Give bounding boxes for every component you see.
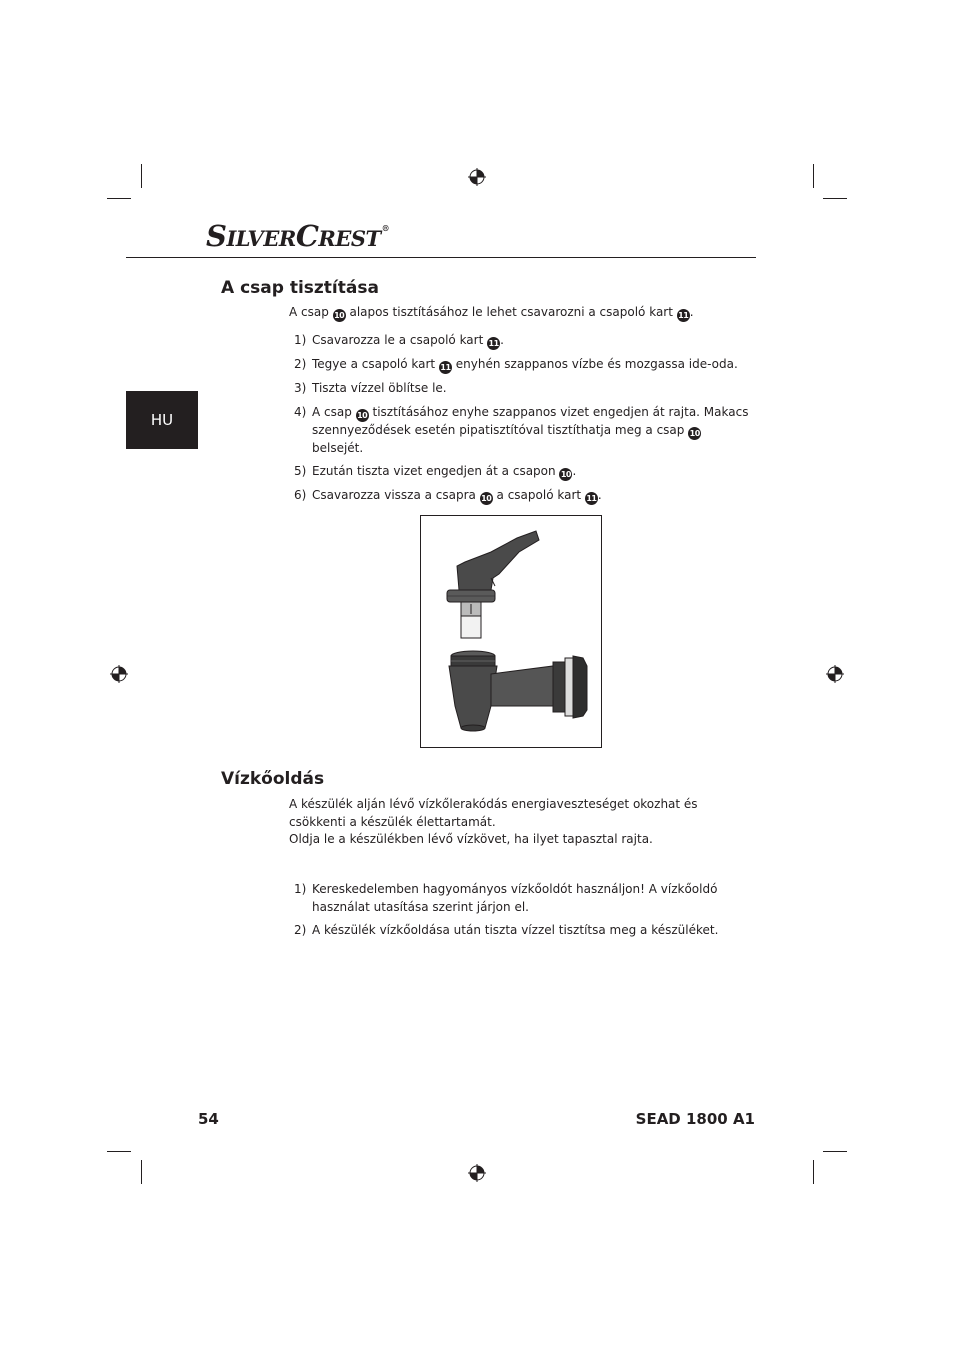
- tap-drawing: [421, 516, 601, 747]
- crop-mark: [107, 198, 131, 199]
- section-intro: A csap 10 alapos tisztításához le lehet csavarozni a csapoló kart 11.: [289, 305, 694, 320]
- registration-target-icon: [468, 1164, 486, 1182]
- registration-target-icon: [826, 665, 844, 683]
- callout-10: 10: [689, 428, 700, 438]
- lever-shape: [457, 531, 539, 590]
- list-item: 4) A csap 10 tisztításához enyhe szappanos vizet engedjen át rajta. Makacs szennyeződések esetén pipatisztítóval tisztíthatja meg a csap 10 belsejét.: [294, 404, 749, 455]
- list-item: 1) Csavarozza le a csapoló kart 11.: [294, 333, 504, 348]
- brand-logo-text: ILVER: [226, 226, 296, 251]
- crop-mark: [823, 1151, 847, 1152]
- registered-mark: ®: [381, 223, 390, 233]
- crop-mark: [823, 198, 847, 199]
- callout-11: 11: [586, 494, 597, 503]
- registration-target-icon: [110, 665, 128, 683]
- descaling-paragraph-2: Oldja le a készülékben lévő vízkövet, ha ilyet tapasztal rajta.: [289, 832, 653, 846]
- tap-cleaning-steps: [289, 332, 749, 505]
- crop-mark: [141, 164, 142, 188]
- callout-11: 11: [488, 339, 499, 348]
- brand-logo-text: REST: [318, 226, 381, 251]
- tap-illustration: [420, 515, 602, 748]
- descaling-steps: [289, 881, 749, 940]
- list-item: 3) Tiszta vízzel öblítse le.: [294, 381, 447, 395]
- section-title-tap-cleaning: A csap tisztítása: [221, 278, 379, 298]
- callout-11: 11: [678, 311, 689, 320]
- crop-mark: [813, 1160, 814, 1184]
- list-item: 2) Tegye a csapoló kart 11 enyhén szappanos vízbe és mozgassa ide-oda.: [294, 357, 738, 372]
- crop-mark: [813, 164, 814, 188]
- callout-11: 11: [440, 363, 451, 372]
- header-rule: [126, 257, 756, 258]
- list-item: 5) Ezután tiszta vizet engedjen át a csapon 10.: [294, 464, 577, 479]
- language-tab: HU: [126, 391, 198, 449]
- registration-target-icon: [468, 168, 486, 186]
- list-item: 1) Kereskedelemben hagyományos vízkőoldót használjon! A vízkőoldó használat utasítása szerint járjon el.: [294, 882, 718, 914]
- crop-mark: [107, 1151, 131, 1152]
- list-item: 6) Csavarozza vissza a csapra 10 a csapoló kart 11.: [294, 488, 602, 503]
- brand-logo-letter: S: [206, 219, 227, 253]
- model-number: SEAD 1800 A1: [635, 1110, 755, 1128]
- page-number: 54: [198, 1110, 219, 1128]
- callout-10: 10: [481, 494, 492, 503]
- brand-logo: [206, 219, 389, 251]
- callout-10: 10: [357, 410, 368, 420]
- descaling-paragraph-1: A készülék alján lévő vízkőlerakódás energiaveszteséget okozhat és csökkenti a készülék élettartamát.: [289, 797, 698, 829]
- callout-10: 10: [560, 470, 571, 479]
- brand-logo-letter: C: [295, 219, 319, 253]
- callout-10: 10: [334, 311, 345, 320]
- list-item: 2) A készülék vízkőoldása után tiszta vízzel tisztítsa meg a készüléket.: [294, 923, 719, 937]
- section-title-descaling: Vízkőoldás: [221, 769, 325, 789]
- crop-mark: [141, 1160, 142, 1184]
